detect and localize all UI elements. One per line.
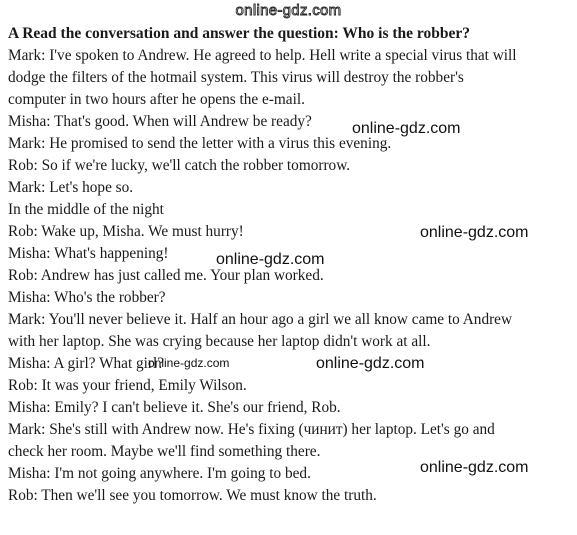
- text-line: Mark: She's still with Andrew now. He's fixing (чинит) her laptop. Let's go and: [8, 421, 495, 438]
- watermark: online-gdz.com: [352, 120, 461, 137]
- text-line: computer in two hours after he opens the e-mail.: [8, 91, 305, 108]
- text-line: Mark: You'll never believe it. Half an hour ago a girl we all know came to Andrew: [8, 311, 513, 328]
- text-line: Rob: So if we're lucky, we'll catch the robber tomorrow.: [8, 157, 351, 174]
- text-line: check her room. Maybe we'll find something there.: [8, 443, 321, 460]
- watermark: online-gdz.com: [420, 459, 529, 476]
- text-line: dodge the filters of the hotmail system. This virus will destroy the robber's: [8, 69, 464, 86]
- text-line: Misha: Who's the robber?: [8, 289, 166, 306]
- exercise-heading: A Read the conversation and answer the question: Who is the robber?: [8, 25, 471, 42]
- text-line: In the middle of the night: [8, 201, 164, 218]
- text-line: with her laptop. She was crying because her laptop didn't work at all.: [8, 333, 431, 350]
- watermark: online-gdz.com: [316, 355, 425, 372]
- text-line: Mark: I've spoken to Andrew. He agreed to help. Hell write a special virus that will: [8, 47, 517, 64]
- text-line: Mark: Let's hope so.: [8, 179, 134, 196]
- watermark: online-gdz.com: [420, 224, 529, 241]
- watermark-top: online-gdz.com: [235, 2, 342, 19]
- text-line: Rob: Andrew has just called me. Your plan worked.: [8, 267, 324, 284]
- text-line: Mark: He promised to send the letter with a virus this evening.: [8, 135, 392, 152]
- watermark: online-gdz.com: [148, 356, 230, 370]
- text-line: Misha: What's happening!: [8, 245, 169, 262]
- text-line: Rob: Then we'll see you tomorrow. We must know the truth.: [8, 487, 377, 504]
- text-line: Misha: Emily? I can't believe it. She's our friend, Rob.: [8, 399, 341, 416]
- text-line: Misha: A girl? What girl?: [8, 355, 165, 372]
- text-line: Misha: I'm not going anywhere. I'm going to bed.: [8, 465, 311, 482]
- text-line: Rob: It was your friend, Emily Wilson.: [8, 377, 247, 394]
- text-line: Rob: Wake up, Misha. We must hurry!: [8, 223, 244, 240]
- watermark: online-gdz.com: [216, 251, 325, 268]
- text-line: Misha: That's good. When will Andrew be ready?: [8, 113, 312, 130]
